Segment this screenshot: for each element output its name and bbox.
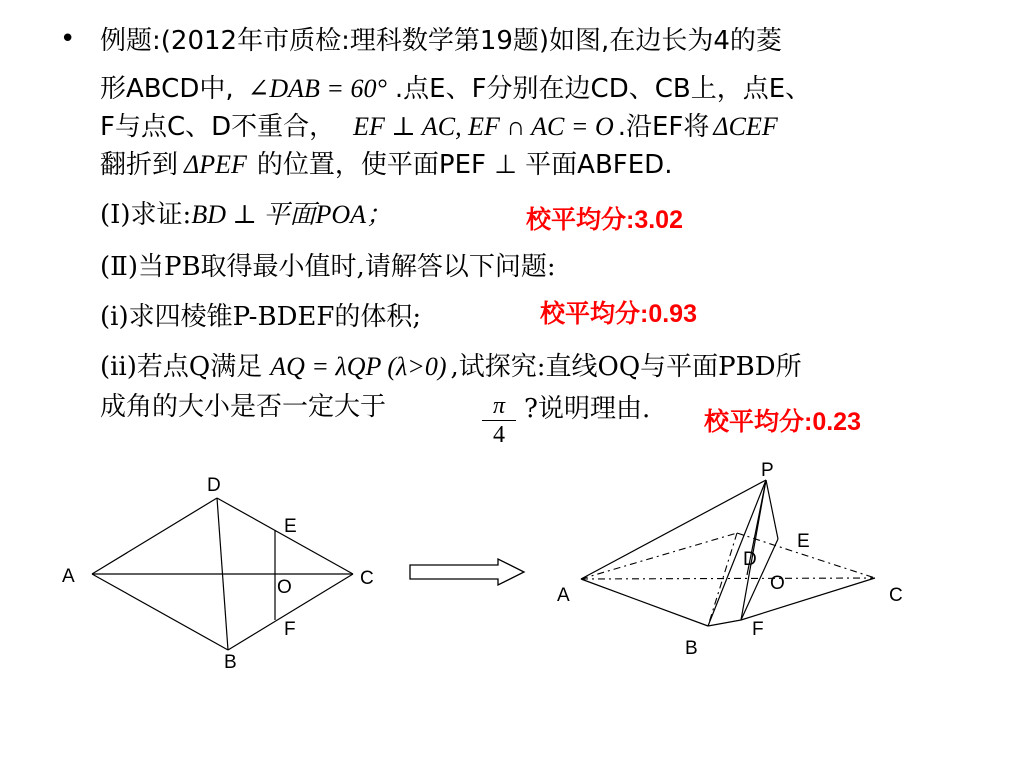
label-d: D	[743, 549, 757, 570]
hidden-edge-ad	[581, 533, 737, 579]
label-f: F	[284, 619, 296, 640]
problem-line-1: 例题:(2012年市质检:理科数学第19题)如图,在边长为4的菱	[100, 26, 782, 56]
rhombus-figure	[50, 460, 390, 690]
edge-bf	[708, 620, 741, 626]
line3-pre: F与点C、D不重合，	[100, 112, 336, 142]
folded-pyramid-figure	[545, 455, 925, 670]
q1-formula: BD ⊥ 平面POA；	[191, 200, 392, 229]
q1-pre: (Ⅰ)求证:	[100, 200, 192, 230]
line4-pre: 翻折到	[100, 150, 179, 180]
score-1: 校平均分:3.02	[526, 206, 683, 234]
hidden-diagonal-bd	[708, 533, 737, 626]
problem-line-4	[100, 148, 672, 182]
label-o: O	[277, 577, 292, 598]
angle-formula: ∠DAB = 60°	[247, 74, 387, 103]
line2-pre: 形ABCD中,	[100, 74, 234, 104]
problem-line-3	[100, 110, 778, 144]
hidden-diagonal-ac	[581, 578, 875, 579]
score-2: 校平均分:0.93	[540, 300, 697, 328]
triangle-pef: ΔPEF	[184, 150, 247, 179]
edge-ba	[92, 574, 228, 650]
fraction-numerator: π	[482, 392, 516, 421]
label-f: F	[752, 619, 764, 640]
question-1	[100, 198, 392, 232]
problem-line-2	[100, 72, 811, 106]
fraction-pi-over-4	[482, 392, 516, 449]
perpendicular-formula: EF ⊥ AC, EF ∩ AC = O	[353, 112, 614, 141]
q2ii-pre: (ⅱ)若点Q满足	[100, 352, 263, 382]
label-d: D	[207, 475, 221, 496]
edge-pb	[708, 480, 766, 626]
edge-pa	[581, 480, 766, 579]
label-a: A	[62, 566, 75, 587]
label-a: A	[557, 585, 570, 606]
edge-pe	[766, 480, 778, 539]
edge-ad	[92, 498, 217, 574]
question-2-i: (ⅰ)求四棱锥P-BDEF的体积;	[100, 302, 422, 332]
label-e: E	[797, 531, 810, 552]
edge-fc	[741, 578, 875, 620]
label-c: C	[360, 568, 374, 589]
label-e: E	[284, 516, 297, 537]
q2ii-post: ,试探究:直线OQ与平面PBD所	[450, 352, 802, 382]
triangle-cef: ΔCEF	[713, 112, 778, 141]
fraction-denominator: 4	[493, 422, 505, 448]
label-b: B	[224, 652, 237, 673]
line2-post: .点E、F分别在边CD、CB上，点E、	[394, 74, 812, 104]
label-c: C	[889, 585, 903, 606]
score-3: 校平均分:0.23	[704, 408, 861, 436]
question-2: (Ⅱ)当PB取得最小值时,请解答以下问题:	[100, 252, 556, 282]
question-2-ii-line-2: 成角的大小是否一定大于	[100, 392, 387, 422]
label-p: P	[761, 460, 774, 481]
label-o: O	[770, 573, 785, 594]
label-b: B	[685, 638, 698, 659]
vector-formula: AQ = λQP (λ>0)	[270, 352, 447, 381]
line3-post: .沿EF将	[617, 112, 710, 142]
question-2-ii	[100, 350, 802, 384]
bullet: •	[60, 24, 76, 54]
question-2-ii-end: ?说明理由.	[524, 394, 651, 424]
edge-ab	[581, 579, 708, 626]
fold-arrow-icon	[402, 556, 532, 592]
line4-post: 的位置，使平面PEF ⊥ 平面ABFED.	[256, 150, 673, 180]
